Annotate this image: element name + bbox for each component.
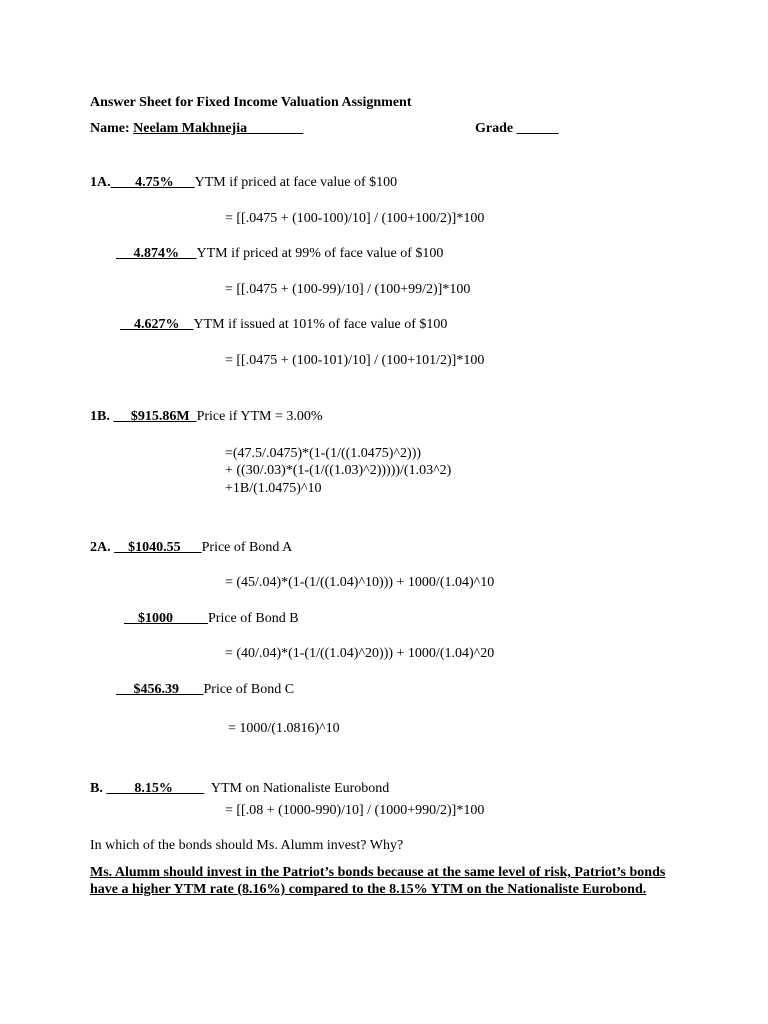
q1a-desc-3: YTM if issued at 101% of face value of $100	[193, 317, 448, 332]
q2b-label: B.	[90, 781, 103, 796]
q1a-row-3	[120, 317, 447, 333]
name-line	[90, 121, 303, 137]
q1a-formula-2: = [[.0475 + (100-99)/10] / (100+99/2)]*100	[225, 282, 471, 297]
q1a-desc-2: YTM if priced at 99% of face value of $100	[196, 246, 444, 261]
q2a-formula-3: = 1000/(1.0816)^10	[228, 721, 340, 736]
q2a-row-1	[90, 540, 292, 556]
q2a-desc-3: Price of Bond C	[203, 682, 295, 697]
q2a-formula-1: = (45/.04)*(1-(1/((1.04)^10))) + 1000/(1.04)^10	[225, 575, 495, 590]
name-label: Name:	[90, 121, 130, 136]
q2a-formula-2: = (40/.04)*(1-(1/((1.04)^20))) + 1000/(1.04)^20	[225, 646, 495, 661]
q1b-formula-line-2: + ((30/.03)*(1-(1/((1.03)^2)))))/(1.03^2)	[225, 463, 452, 478]
q1a-answer-3: 4.627%	[120, 317, 194, 332]
question-text: In which of the bonds should Ms. Alumm invest? Why?	[90, 838, 404, 853]
name-value: Neelam Makhnejia________	[133, 121, 304, 136]
q2b-row	[90, 781, 389, 797]
q1a-row-2	[116, 246, 443, 262]
q2a-desc-2: Price of Bond B	[208, 611, 299, 626]
q1a-answer-2: 4.874%	[116, 246, 197, 261]
q1b-formula-line-1: =(47.5/.0475)*(1-(1/((1.0475)^2)))	[225, 446, 422, 461]
q2b-formula: = [[.08 + (1000-990)/10] / (1000+990/2)]*100	[225, 803, 485, 818]
q1b-answer: $915.86M	[113, 409, 197, 424]
q1a-formula-1: = [[.0475 + (100-100)/10] / (100+100/2)]*100	[225, 211, 485, 226]
document-title: Answer Sheet for Fixed Income Valuation Assignment	[90, 95, 412, 110]
q1a-formula-3: = [[.0475 + (100-101)/10] / (100+101/2)]*100	[225, 353, 485, 368]
q1a-label: 1A.	[90, 175, 111, 190]
q1b-label: 1B.	[90, 409, 110, 424]
q2a-desc-1: Price of Bond A	[201, 540, 293, 555]
q2a-answer-1: $1040.55	[114, 540, 202, 555]
q2a-answer-3: $456.39	[116, 682, 204, 697]
q2a-row-3	[116, 682, 294, 698]
q1a-answer-1: 4.75%	[110, 175, 195, 190]
conclusion-answer: Ms. Alumm should invest in the Patriot’s bonds because at the same level of risk, Patriot’s bonds have a higher YTM rate (8.16%) compared to the 8.15% YTM on the Nationaliste Eurobond.	[90, 865, 666, 897]
q1b-desc: Price if YTM = 3.00%	[196, 409, 323, 424]
q2b-desc: YTM on Nationaliste Eurobond	[210, 781, 390, 796]
q1b-formula-line-3: +1B/(1.0475)^10	[225, 481, 322, 496]
q1a-desc-1: YTM if priced at face value of $100	[194, 175, 398, 190]
q1a-row-1	[90, 175, 397, 191]
q1b-row	[90, 409, 323, 425]
q2a-label: 2A.	[90, 540, 111, 555]
q2a-answer-2: $1000	[124, 611, 208, 626]
q2a-row-2	[124, 611, 299, 627]
q2b-answer: 8.15%	[106, 781, 205, 796]
grade-field: Grade ______	[475, 121, 559, 136]
